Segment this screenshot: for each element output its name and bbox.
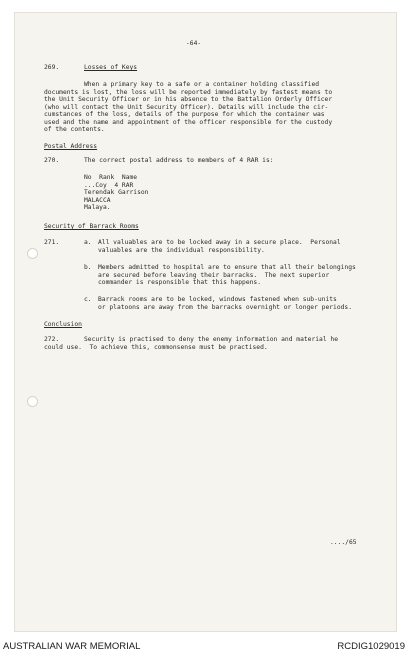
punch-hole-lower: [27, 396, 38, 407]
footer-archive-name: AUSTRALIAN WAR MEMORIAL: [3, 641, 141, 652]
para-269-line: When a primary key to a safe or a container holding classified: [84, 81, 320, 88]
para-269-line: the Unit Security Officer or in his absence to the Battalion Orderly Officer: [44, 96, 333, 103]
para-number-269: 269.: [44, 64, 60, 71]
heading-losses-of-keys: Losses of Keys: [84, 64, 138, 71]
item-label-c: c.: [84, 296, 92, 303]
item-a-line: All valuables are to be locked away in a secure place. Personal: [98, 239, 341, 246]
punch-hole-upper: [27, 248, 38, 259]
address-line: Malaya.: [84, 204, 111, 211]
para-number-270: 270.: [44, 157, 60, 164]
para-number-271: 271.: [44, 239, 60, 246]
para-269-line: documents is lost, the loss will be reported immediately by fastest means to: [44, 88, 333, 96]
heading-conclusion: Conclusion: [44, 321, 82, 328]
address-line: No Rank Name: [84, 174, 138, 181]
address-line: ...Coy 4 RAR: [84, 181, 134, 189]
para-269-line: of the contents.: [44, 126, 105, 133]
item-b-line: are secured before leaving their barracks. The next superior: [98, 271, 330, 279]
address-line: Terendak Garrison: [84, 189, 149, 196]
item-a-line: valuables are the individual responsibility.: [98, 246, 265, 254]
item-label-a: a.: [84, 239, 92, 246]
para-272-line: Security is practised to deny the enemy information and material he: [84, 336, 339, 343]
para-269-line: (who will contact the Unit Security Officer). Details will include the cir-: [44, 103, 329, 111]
para-272-line: could use. To achieve this, commonsense must be practised.: [44, 343, 268, 351]
continuation-marker: ..../65: [330, 539, 357, 546]
para-269-line: used and the name and appointment of the officer responsible for the custody: [44, 118, 333, 126]
item-b-line: Members admitted to hospital are to ensure that all their belongings: [98, 264, 356, 271]
para-269-line: cumstances of the loss, details of the purpose for which the container was: [44, 111, 325, 118]
item-c-line: or platoons are away from the barracks overnight or longer periods.: [98, 303, 353, 311]
item-b-line: commander is responsible that this happens.: [98, 279, 262, 286]
footer-record-id: RCDIG1029019: [337, 641, 405, 652]
para-number-272: 272.: [44, 336, 60, 343]
item-label-b: b.: [84, 264, 92, 271]
page-number: -64-: [186, 40, 202, 47]
address-line: MALACCA: [84, 196, 111, 204]
para-270-text: The correct postal address to members of 4 RAR is:: [84, 157, 274, 164]
heading-postal-address: Postal Address: [44, 143, 98, 150]
item-c-line: Barrack rooms are to be locked, windows fastened when sub-units: [98, 296, 337, 303]
heading-security-of-barrack-rooms: Security of Barrack Rooms: [44, 223, 139, 230]
